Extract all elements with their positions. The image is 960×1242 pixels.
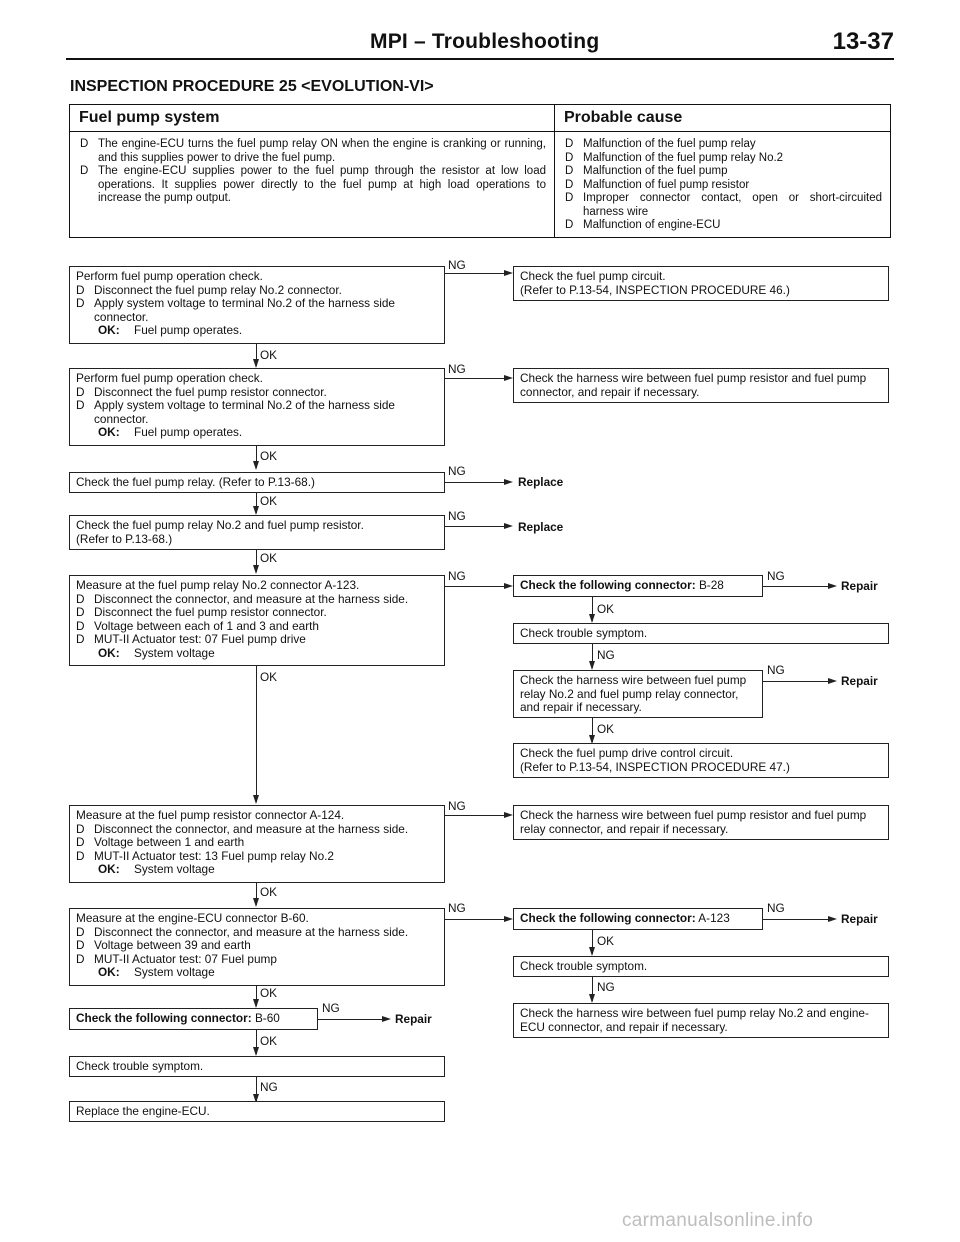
arrow-down [253,359,259,368]
arrow-down [253,999,259,1008]
arrow-right [828,583,837,589]
branch-ng: NG [597,980,615,994]
step-5-box: Measure at the fuel pump relay No.2 connector A-123. D Disconnect the connector, and measure at the harness side. D Disconnect the fuel pump resistor connector. D Voltage between each of 1 and 3 and earth D MUT-II Actuator test: 07 Fuel pump drive OK: System voltage [69,575,445,666]
arrow-down [589,947,595,956]
branch-ng: NG [448,799,466,813]
arrow-right [504,583,513,589]
cause-item: D Malfunction of the fuel pump relay No.2 [565,151,784,164]
step-6-box: Measure at the fuel pump resistor connector A-124. D Disconnect the connector, and measure at the harness side. D Voltage between 1 and earth D MUT-II Actuator test: 13 Fuel pump relay No.2 OK: System voltage [69,805,445,883]
system-column [70,105,555,237]
trouble-symptom-box: Check trouble symptom. [513,623,889,644]
repair-action: Repair [841,579,878,593]
branch-ok: OK [260,551,278,565]
arrow-right [382,1016,391,1022]
system-item: D The engine-ECU turns the fuel pump relay ON when the engine is cranking or running, and this supplies power to drive the fuel pump. [80,138,546,164]
branch-ng: NG [448,569,466,583]
step-7-connector-box: Check the following connector: A-123 [513,908,763,930]
system-heading: Fuel pump system [70,105,554,132]
step-5-connector-box: Check the following connector: B-28 [513,575,763,597]
step-1-box: Perform fuel pump operation check. D Disconnect the fuel pump relay No.2 connector. D Apply system voltage to terminal No.2 of the harness side connector. OK: Fuel pump operates. [69,266,445,344]
step-2-ng-box: Check the harness wire between fuel pump resistor and fuel pump connector, and repair if necessary. [513,368,889,403]
step-2-box: Perform fuel pump operation check. D Disconnect the fuel pump resistor connector. D Apply system voltage to terminal No.2 of the harness side connector. OK: Fuel pump operates. [69,368,445,446]
harness-ecu-box: Check the harness wire between fuel pump relay No.2 and engine-ECU connector, and repair if necessary. [513,1003,889,1038]
section-title: MPI – Troubleshooting [370,30,600,53]
arrow-right [504,916,513,922]
branch-ok: OK [597,722,615,736]
arrow-right [504,479,513,485]
procedure-title: INSPECTION PROCEDURE 25 <EVOLUTION-VI> [70,78,434,95]
branch-ng: NG [767,663,785,677]
branch-ng: NG [260,1080,278,1094]
branch-ng: NG [448,901,466,915]
watermark: carmanualsonline.info [622,1210,814,1231]
page-number: 13-37 [832,28,894,55]
step-6-ng-box: Check the harness wire between fuel pump resistor and fuel pump relay connector, and repair if necessary. [513,805,889,840]
arrow-right [504,812,513,818]
step-4-box: Check the fuel pump relay No.2 and fuel pump resistor. (Refer to P.13-68.) [69,515,445,550]
drive-circuit-box: Check the fuel pump drive control circuit. (Refer to P.13-54, INSPECTION PROCEDURE 47.) [513,743,889,778]
branch-ng: NG [448,362,466,376]
cause-item: D Improper connector contact, open or short-circuited harness wire [565,192,882,218]
branch-ok: OK [260,1034,278,1048]
step-7-box: Measure at the engine-ECU connector B-60. D Disconnect the connector, and measure at the harness side. D Voltage between 39 and earth D MUT-II Actuator test: 07 Fuel pump OK: System voltage [69,908,445,986]
step-10-box: Replace the engine-ECU. [69,1101,445,1122]
arrow-down [589,614,595,623]
arrow-down [253,461,259,470]
replace-action: Replace [518,520,564,534]
arrow-down [589,661,595,670]
branch-ok: OK [597,602,615,616]
cause-item: D Malfunction of the fuel pump [565,165,728,177]
cause-item: D Malfunction of fuel pump resistor [565,178,750,191]
system-item: D The engine-ECU supplies power to the fuel pump through the resistor at low load operations. It supplies power directly to the fuel pump at high load operations to increase the pump output. [80,165,546,204]
arrow-right [828,916,837,922]
repair-action: Repair [395,1012,432,1026]
arrow-right [504,523,513,529]
branch-ok: OK [260,449,278,463]
branch-ok: OK [260,885,278,899]
trouble-symptom-box: Check trouble symptom. [513,956,889,977]
step-3-box: Check the fuel pump relay. (Refer to P.13-68.) [69,472,445,493]
cause-item: D Malfunction of the fuel pump relay [565,138,756,150]
branch-ng: NG [448,258,466,272]
arrow-right [504,270,513,276]
branch-ng: NG [448,509,466,523]
arrow-down [253,1047,259,1056]
branch-ok: OK [260,348,278,362]
arrow-down [589,994,595,1003]
branch-ok: OK [260,494,278,508]
cause-column [555,105,890,237]
cause-heading: Probable cause [555,105,890,132]
cause-item: D Malfunction of engine-ECU [565,219,721,231]
arrow-down [253,898,259,907]
header-rule [66,58,894,60]
branch-ng: NG [767,901,785,915]
replace-action: Replace [518,475,564,489]
branch-ng: NG [448,464,466,478]
branch-ok: OK [260,670,278,684]
branch-ok: OK [597,934,615,948]
branch-ng: NG [322,1001,340,1015]
harness-check-box: Check the harness wire between fuel pump relay No.2 and fuel pump relay connector, and repair if necessary. [513,670,763,718]
arrow-down [253,795,259,804]
arrow-down [253,565,259,574]
branch-ok: OK [260,986,278,1000]
arrow-right [504,375,513,381]
branch-ng: NG [767,569,785,583]
arrow-down [253,506,259,515]
repair-action: Repair [841,674,878,688]
step-1-ng-box: Check the fuel pump circuit. (Refer to P.13-54, INSPECTION PROCEDURE 46.) [513,266,889,301]
step-8-connector-box: Check the following connector: B-60 [69,1008,318,1030]
branch-ng: NG [597,648,615,662]
arrow-right [828,678,837,684]
step-9-box: Check trouble symptom. [69,1056,445,1077]
repair-action: Repair [841,912,878,926]
summary-table [69,104,891,238]
